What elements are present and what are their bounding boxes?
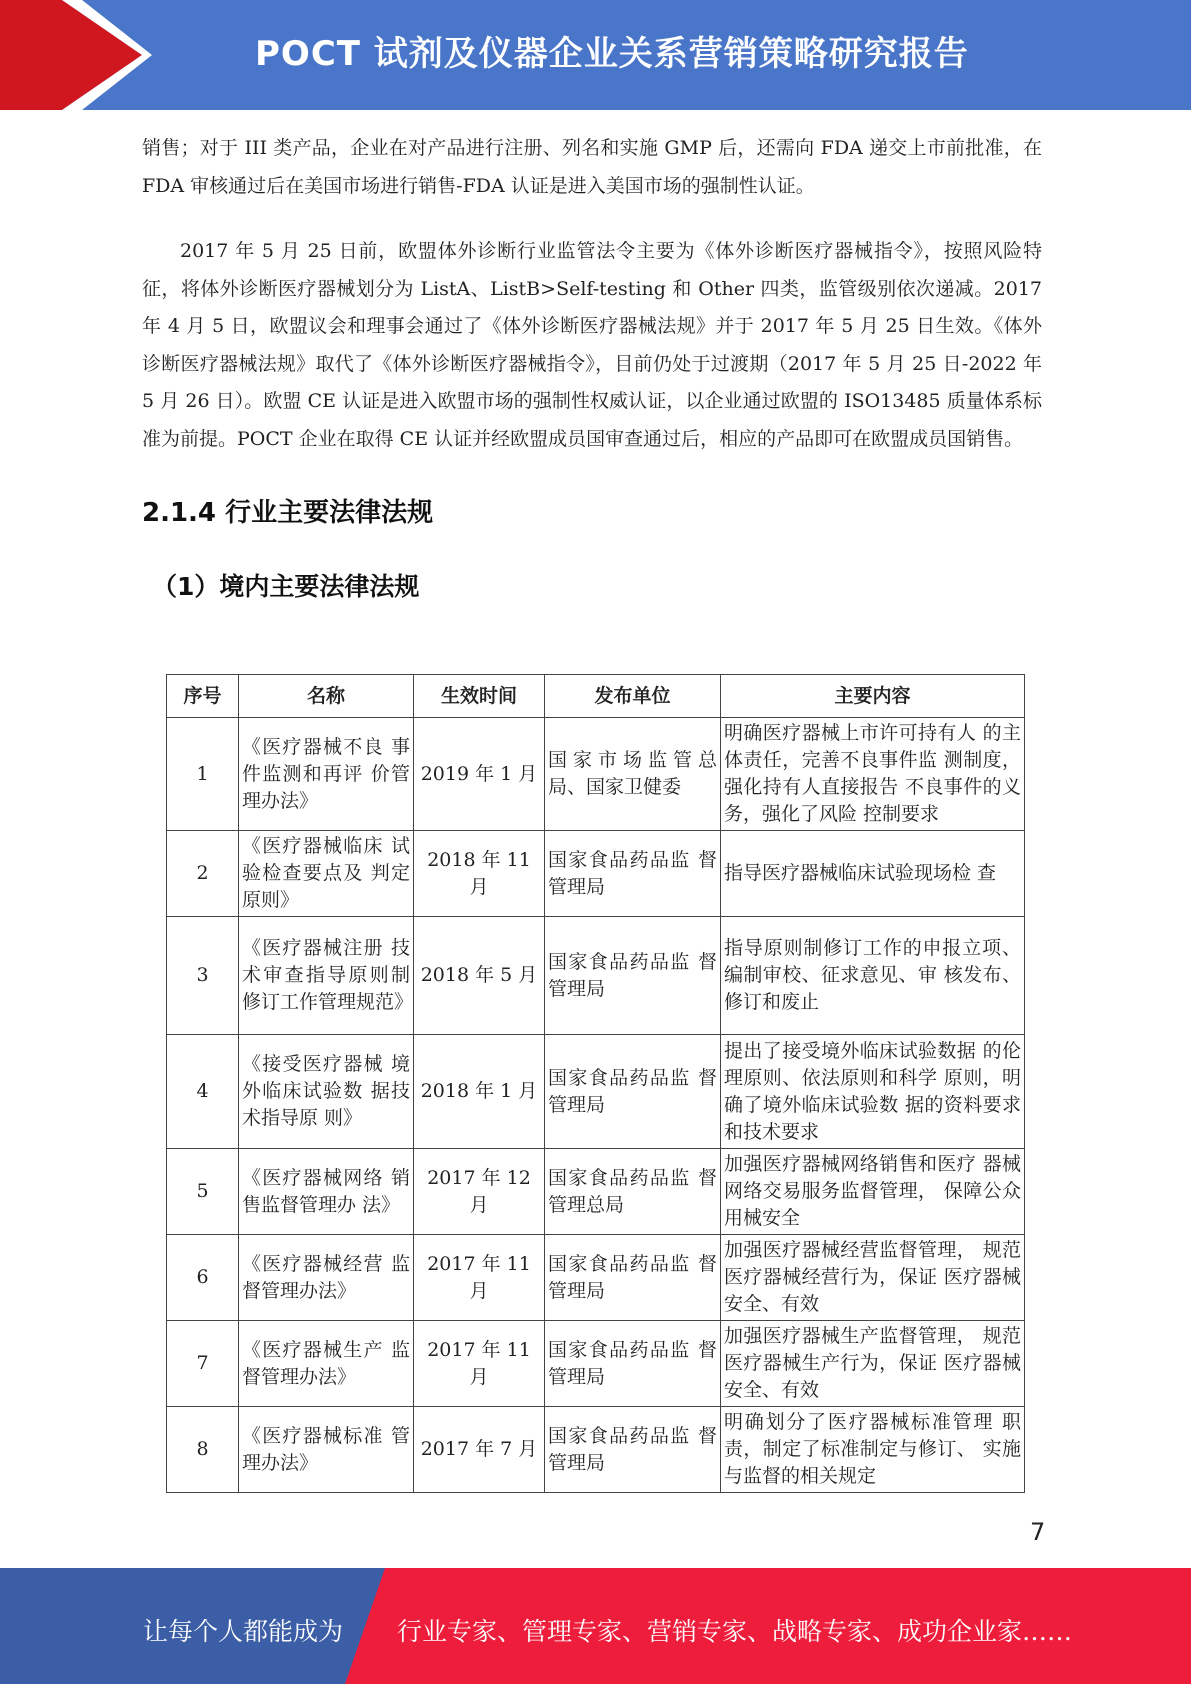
table-row — [167, 1035, 1025, 1149]
effective-date: 2018 年 11 月 — [414, 831, 545, 917]
regulation-name: 《医疗器械生产 监督管理办法》 — [239, 1321, 414, 1407]
report-title: POCT 试剂及仪器企业关系营销策略研究报告 — [255, 34, 969, 74]
column-header: 序号 — [167, 675, 239, 718]
table-row — [167, 1321, 1025, 1407]
column-header: 名称 — [239, 675, 414, 718]
main-content-cell: 提出了接受境外临床试验数据 的伦理原则、依法原则和科学 原则，明确了境外临床试验数 据的资料要求和技术要求 — [721, 1035, 1025, 1149]
main-content-cell: 指导医疗器械临床试验现场检 查 — [721, 831, 1025, 917]
regulation-name: 《医疗器械注册 技术审查指导原则制修订工作管理规范》 — [239, 917, 414, 1035]
main-content-cell: 加强医疗器械经营监督管理， 规范医疗器械经营行为，保证 医疗器械安全、有效 — [721, 1235, 1025, 1321]
row-number: 6 — [167, 1235, 239, 1321]
section-heading: 2.1.4 行业主要法律法规 — [142, 498, 434, 528]
regulation-name: 《医疗器械网络 销售监督管理办 法》 — [239, 1149, 414, 1235]
regulation-name: 《医疗器械不良 事件监测和再评 价管理办法》 — [239, 718, 414, 831]
row-number: 8 — [167, 1407, 239, 1493]
row-number: 1 — [167, 718, 239, 831]
issuing-authority: 国家市场监管总局、国家卫健委 — [545, 718, 721, 831]
page-number: 7 — [1030, 1518, 1046, 1546]
issuing-authority: 国家食品药品监 督管理局 — [545, 831, 721, 917]
main-content-cell: 指导原则制修订工作的申报立项、编制审校、征求意见、审 核发布、修订和废止 — [721, 917, 1025, 1035]
row-number: 3 — [167, 917, 239, 1035]
table-header-row — [167, 675, 1025, 718]
effective-date: 2019 年 1 月 — [414, 718, 545, 831]
main-content — [142, 130, 1042, 616]
column-header: 主要内容 — [721, 675, 1025, 718]
table-row — [167, 831, 1025, 917]
footer-slogan-right: 行业专家、管理专家、营销专家、战略专家、成功企业家…… — [397, 1617, 1073, 1646]
effective-date: 2018 年 1 月 — [414, 1035, 545, 1149]
body-paragraph: 销售；对于 III 类产品，企业在对产品进行注册、列名和实施 GMP 后，还需向 FDA 递交上市前批准，在 FDA 审核通过后在美国市场进行销售-FDA 认证是进入美国市场的强制性认证。 — [142, 137, 1042, 197]
sub-heading: （1）境内主要法律法规 — [152, 572, 420, 601]
effective-date: 2017 年 11 月 — [414, 1321, 545, 1407]
main-content-cell: 加强医疗器械网络销售和医疗 器械网络交易服务监督管理， 保障公众用械安全 — [721, 1149, 1025, 1235]
regulation-name: 《医疗器械标准 管理办法》 — [239, 1407, 414, 1493]
issuing-authority: 国家食品药品监 督管理局 — [545, 917, 721, 1035]
regulation-name: 《接受医疗器械 境外临床试验数 据技术指导原 则》 — [239, 1035, 414, 1149]
issuing-authority: 国家食品药品监 督管理局 — [545, 1407, 721, 1493]
column-header: 发布单位 — [545, 675, 721, 718]
column-header: 生效时间 — [414, 675, 545, 718]
issuing-authority: 国家食品药品监 督管理总局 — [545, 1149, 721, 1235]
issuing-authority: 国家食品药品监 督管理局 — [545, 1321, 721, 1407]
row-number: 4 — [167, 1035, 239, 1149]
row-number: 5 — [167, 1149, 239, 1235]
page-footer — [0, 1568, 1191, 1684]
main-content-cell: 明确医疗器械上市许可持有人 的主体责任，完善不良事件监 测制度，强化持有人直接报告 不良事件的义务，强化了风险 控制要求 — [721, 718, 1025, 831]
row-number: 7 — [167, 1321, 239, 1407]
regulation-name: 《医疗器械经营 监督管理办法》 — [239, 1235, 414, 1321]
regulation-name: 《医疗器械临床 试验检查要点及 判定原则》 — [239, 831, 414, 917]
effective-date: 2017 年 7 月 — [414, 1407, 545, 1493]
table-row — [167, 1149, 1025, 1235]
effective-date: 2017 年 12 月 — [414, 1149, 545, 1235]
regulations-table — [166, 674, 1025, 1493]
table-row — [167, 1235, 1025, 1321]
page-header — [0, 0, 1191, 110]
table-row — [167, 917, 1025, 1035]
body-paragraph: 2017 年 5 月 25 日前，欧盟体外诊断行业监管法令主要为《体外诊断医疗器械指令》，按照风险特征，将体外诊断医疗器械划分为 ListA、ListB>Self-testing 和 Other 四类，监管级别依次递减。2017 年 4 月 5 日，欧盟议会和理事会通过了《体外诊断医疗器械法规》并于 2017 年 5 月 25 日生效。《体外诊断医疗器械法规》取代了《体外诊断医疗器械指令》，目前仍处于过渡期（2017 年 5 月 25 日-2022 年 5 月 26 日）。欧盟 CE 认证是进入欧盟市场的强制性权威认证，以企业通过欧盟的 ISO13485 质量体系标准为前提。POCT 企业在取得 CE 认证并经欧盟成员国审查通过后，相应的产品即可在欧盟成员国销售。 — [142, 240, 1042, 450]
main-content-cell: 明确划分了医疗器械标准管理 职责，制定了标准制定与修订、 实施与监督的相关规定 — [721, 1407, 1025, 1493]
effective-date: 2017 年 11 月 — [414, 1235, 545, 1321]
row-number: 2 — [167, 831, 239, 917]
issuing-authority: 国家食品药品监 督管理局 — [545, 1235, 721, 1321]
issuing-authority: 国家食品药品监 督管理局 — [545, 1035, 721, 1149]
footer-slogan-left: 让每个人都能成为 — [143, 1617, 344, 1646]
table-row — [167, 718, 1025, 831]
main-content-cell: 加强医疗器械生产监督管理， 规范医疗器械生产行为，保证 医疗器械安全、有效 — [721, 1321, 1025, 1407]
effective-date: 2018 年 5 月 — [414, 917, 545, 1035]
table-row — [167, 1407, 1025, 1493]
